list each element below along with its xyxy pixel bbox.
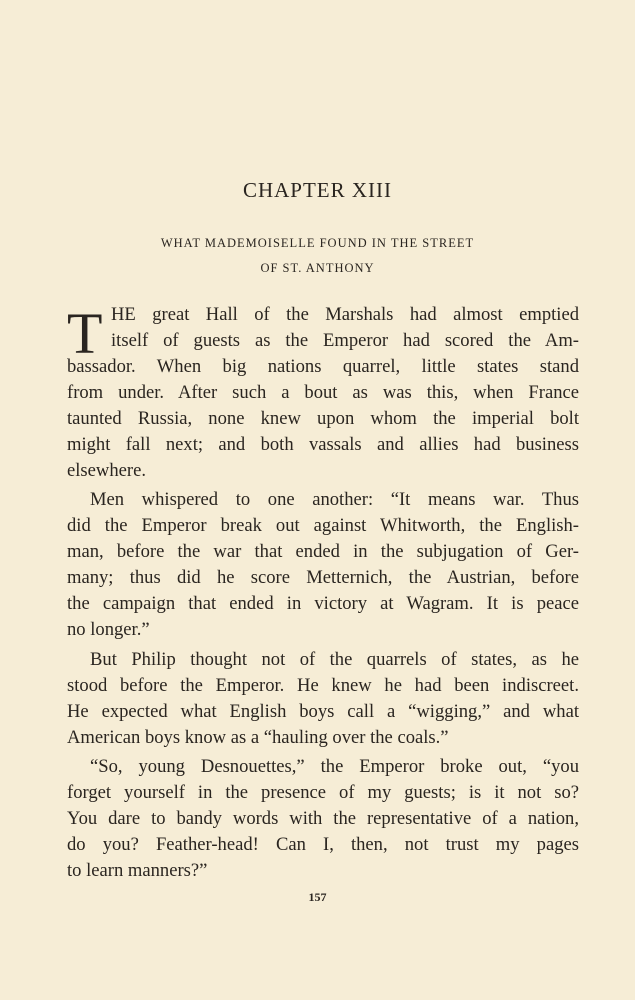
text-line: from under. After such a bout as was this, when France (67, 382, 579, 403)
text-line: He expected what English boys call a “wigging,” and what (67, 701, 579, 722)
text-line: You dare to bandy words with the representative of a nation, (67, 808, 579, 829)
text-line: forget yourself in the presence of my guests; is it not so? (67, 782, 579, 803)
text-line: Men whispered to one another: “It means war. Thus (90, 489, 579, 510)
text-line: American boys know as a “hauling over the coals.” (67, 727, 449, 748)
text-line: no longer.” (67, 619, 150, 640)
text-line: to learn manners?” (67, 860, 208, 881)
chapter-title: CHAPTER XIII (242, 178, 393, 202)
text-line: many; thus did he score Metternich, the Austrian, before (67, 567, 579, 588)
text-line: might fall next; and both vassals and allies had business (67, 434, 579, 455)
text-line: itself of guests as the Emperor had scored the Am- (111, 330, 579, 351)
chapter-subtitle-line-2: OF ST. ANTHONY (260, 261, 375, 275)
text-line: HE great Hall of the Marshals had almost emptied (111, 304, 579, 325)
text-line: But Philip thought not of the quarrels of states, as he (90, 649, 579, 670)
chapter-subtitle-line-1: WHAT MADEMOISELLE FOUND IN THE STREET (160, 236, 475, 250)
text-line: taunted Russia, none knew upon whom the imperial bolt (67, 408, 579, 429)
text-line: do you? Feather-head! Can I, then, not trust my pages (67, 834, 579, 855)
text-line: stood before the Emperor. He knew he had been indiscreet. (67, 675, 579, 696)
text-line: did the Emperor break out against Whitworth, the English- (67, 515, 579, 536)
text-line: “So, young Desnouettes,” the Emperor broke out, “you (90, 756, 579, 777)
page-number: 157 (308, 890, 327, 904)
text-line: elsewhere. (67, 460, 146, 481)
text-line: bassador. When big nations quarrel, little states stand (67, 356, 579, 377)
drop-cap: T (67, 301, 103, 366)
text-line: the campaign that ended in victory at Wagram. It is peace (67, 593, 579, 614)
text-line: man, before the war that ended in the subjugation of Ger- (67, 541, 579, 562)
